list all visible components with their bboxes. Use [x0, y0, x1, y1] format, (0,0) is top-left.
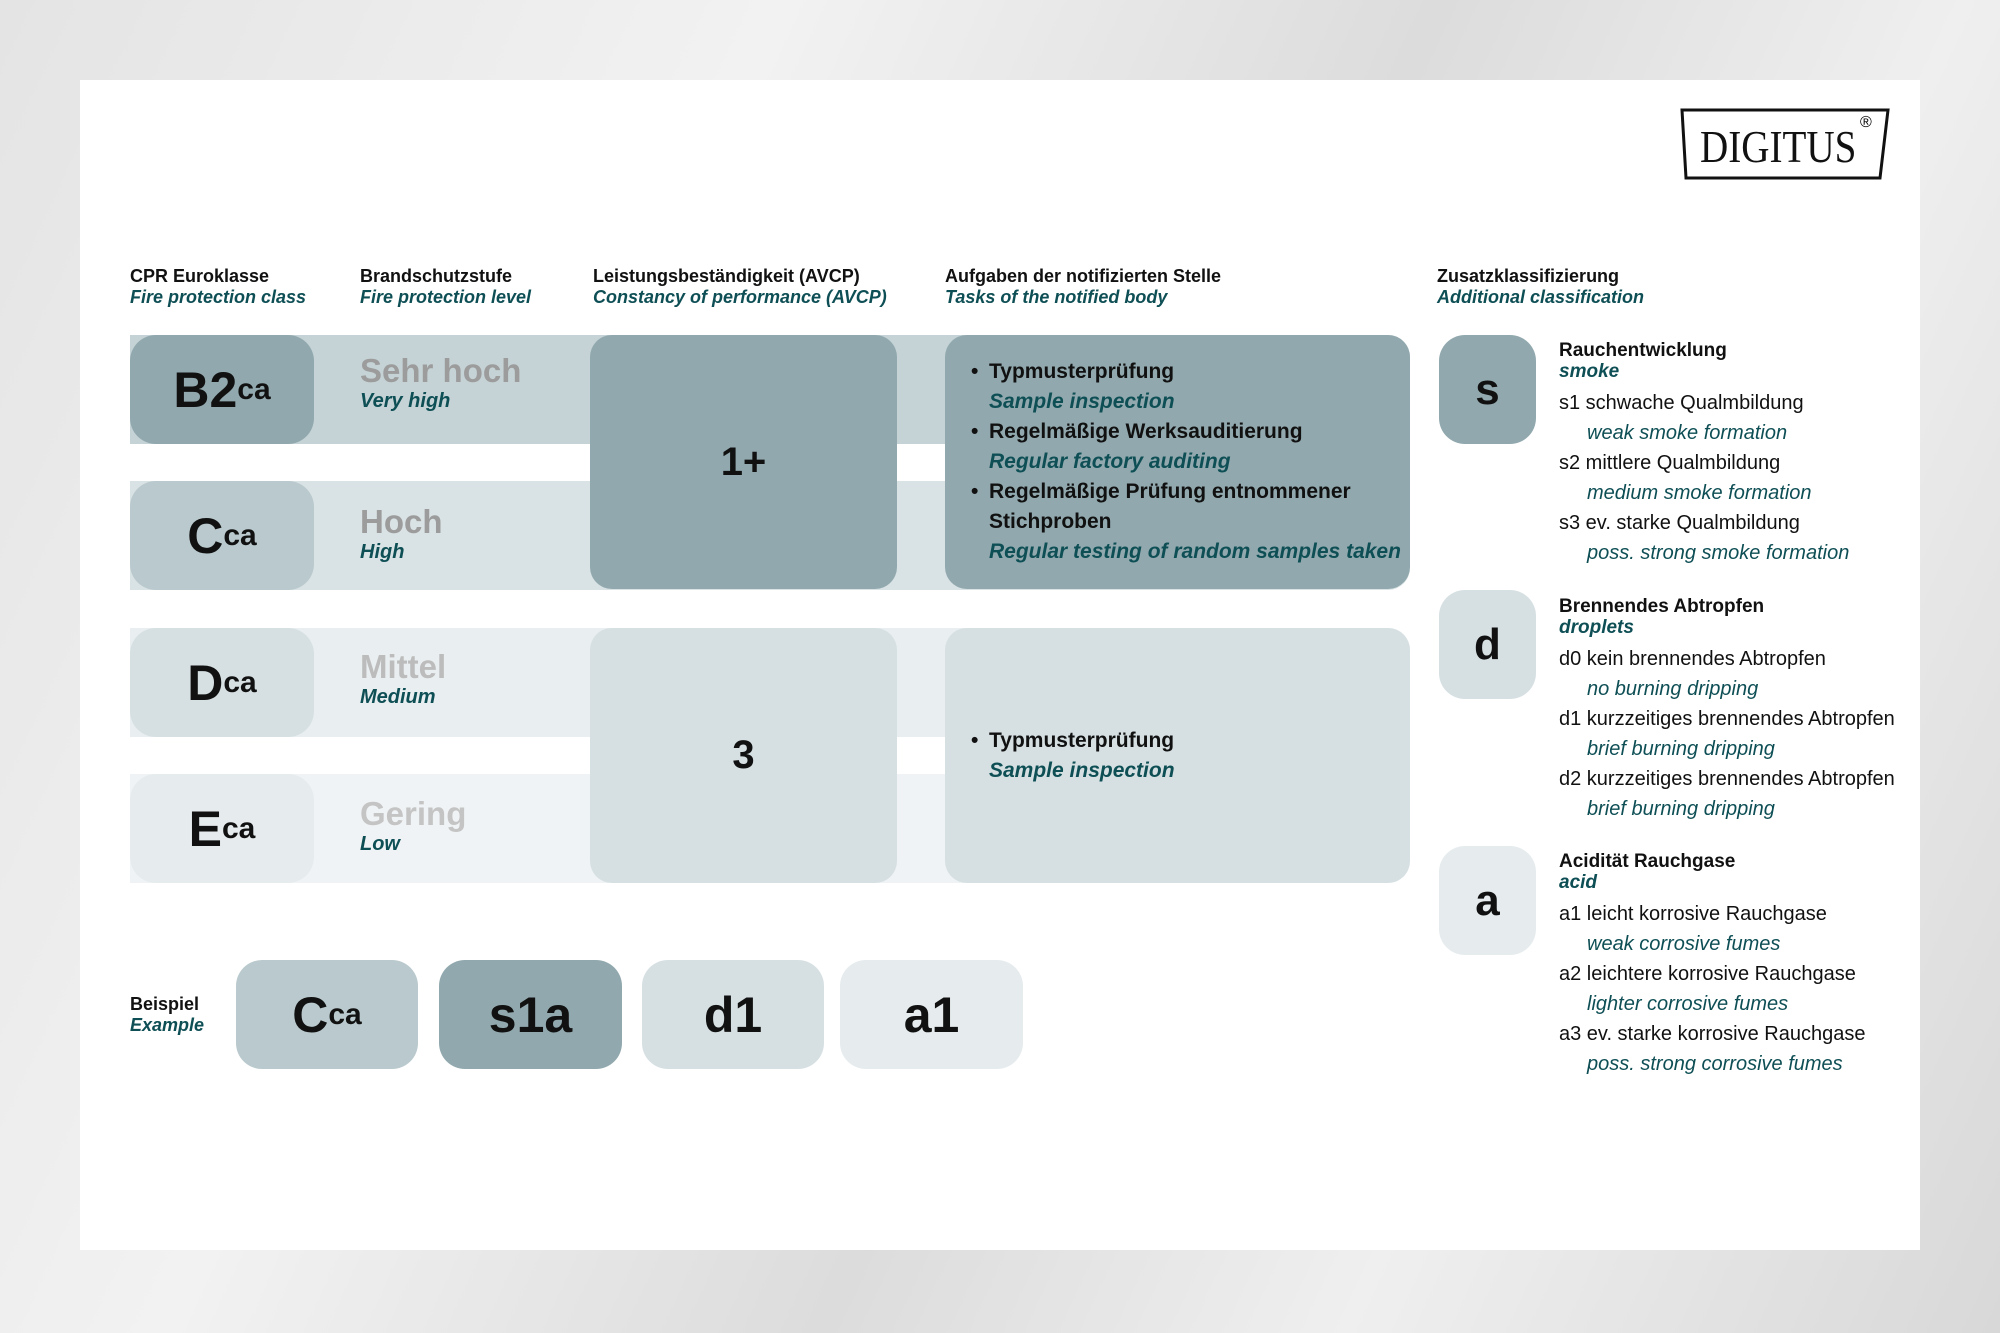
avcp-1plus: 1+	[590, 335, 897, 589]
header-euroclass: CPR Euroklasse Fire protection class	[130, 266, 307, 307]
example-droplets: d1	[642, 960, 824, 1069]
additional-smoke: Rauchentwicklung smoke s1 schwache Qualmbildung weak smoke formation s2 mittlere Qualmbildung medium smoke formation s3 ev. starke Qualmbildung poss. strong smoke formation	[1559, 340, 1850, 564]
level-high: Hoch High	[360, 503, 443, 563]
task-item: • Regelmäßige Werksauditierung Regular factory auditing	[989, 417, 1303, 477]
task-item: • Typmusterprüfung Sample inspection	[989, 357, 1175, 417]
additional-letter-a: a	[1439, 846, 1536, 955]
tasks-group-1	[945, 335, 1410, 589]
tasks-group-2	[945, 628, 1410, 883]
class-b2ca: B2 ca	[130, 335, 314, 444]
additional-letter-s: s	[1439, 335, 1536, 444]
level-low: Gering Low	[360, 795, 467, 855]
header-avcp: Leistungsbeständigkeit (AVCP) Constancy of performance (AVCP)	[593, 266, 887, 307]
example-smoke: s1a	[439, 960, 622, 1069]
class-dca: D ca	[130, 628, 314, 737]
header-tasks: Aufgaben der notifizierten Stelle Tasks of the notified body	[945, 266, 1222, 307]
header-protection-level: Brandschutzstufe Fire protection level	[360, 266, 532, 307]
additional-letter-d: d	[1439, 590, 1536, 699]
level-very-high: Sehr hoch Very high	[360, 352, 522, 412]
avcp-3: 3	[590, 628, 897, 883]
class-eca: E ca	[130, 774, 314, 883]
example-label: Beispiel Example	[130, 994, 205, 1035]
example-acid: a1	[840, 960, 1023, 1069]
additional-acid: Acidität Rauchgase acid a1 leicht korrosive Rauchgase weak corrosive fumes a2 leichtere korrosive Rauchgase lighter corrosive fumes a3 ev. starke korrosive Rauchgase poss. strong corrosive fumes	[1559, 851, 1866, 1075]
digitus-logo: DIGITUS ®	[1680, 108, 1890, 180]
additional-droplets: Brennendes Abtropfen droplets d0 kein brennendes Abtropfen no burning dripping d1 kurzzeitiges brennendes Abtropfen brief burning dripping d2 kurzzeitiges brennendes Abtropfen brief burning dripping	[1559, 596, 1895, 820]
task-item: • Regelmäßige Prüfung entnommener Stichproben Regular testing of random samples taken	[989, 477, 1410, 567]
class-cca: C ca	[130, 481, 314, 590]
example-class: C ca	[236, 960, 418, 1069]
header-additional: Zusatzklassifizierung Additional classification	[1437, 266, 1645, 307]
task-item: • Typmusterprüfung Sample inspection	[989, 726, 1175, 786]
level-medium: Mittel Medium	[360, 648, 447, 708]
